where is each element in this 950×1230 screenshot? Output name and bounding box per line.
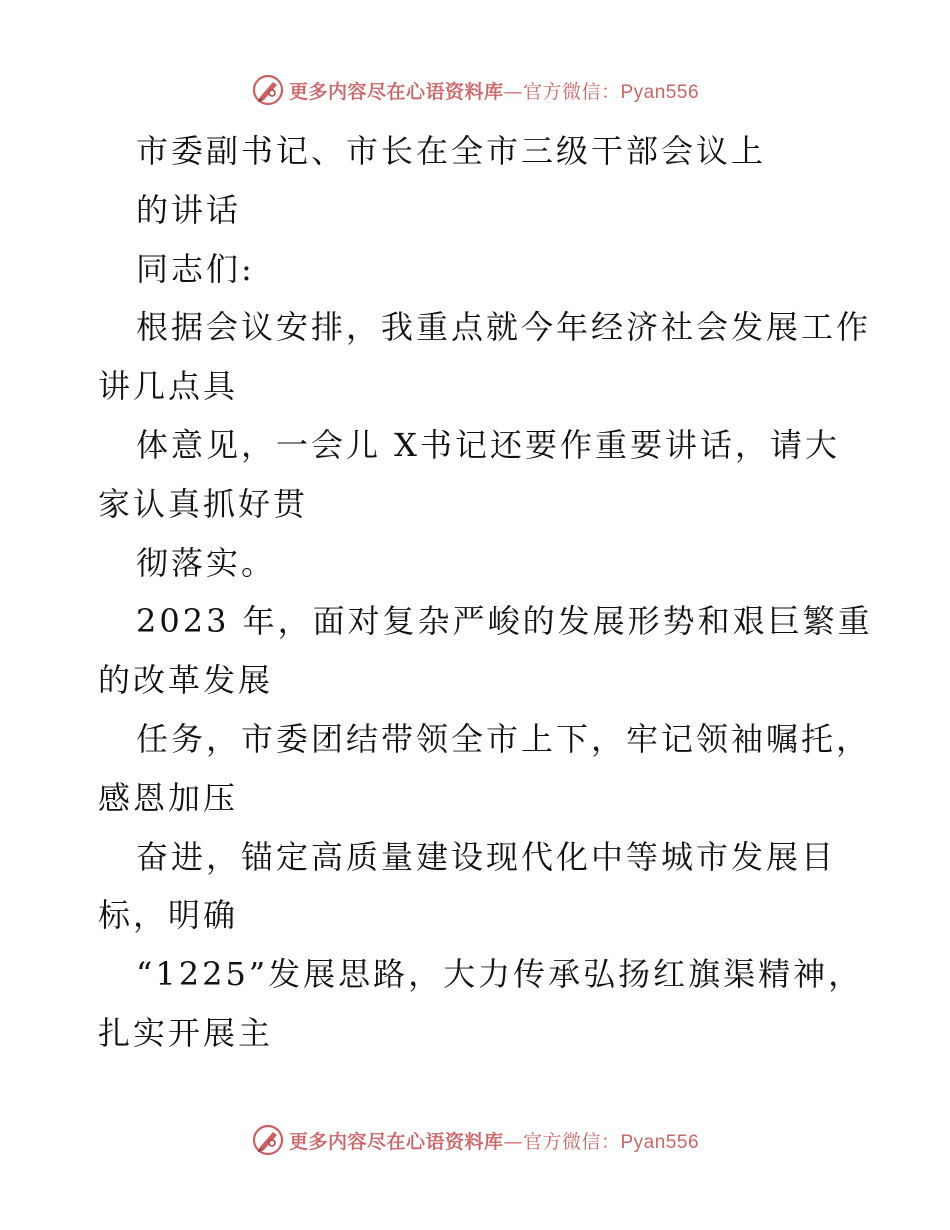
- paragraph-line: 彻落实。: [136, 543, 277, 582]
- paragraph-line: 的改革发展: [98, 661, 274, 700]
- watermark-separator: —: [503, 1130, 523, 1153]
- paragraph-line: “1225”发展思路，大力传承弘扬红旗渠精神，: [136, 955, 864, 994]
- paragraph-line: 2023 年，面对复杂严峻的发展形势和艰巨繁重: [136, 602, 873, 641]
- watermark-suffix: 官方微信：: [522, 1130, 621, 1153]
- footer-watermark: [0, 1120, 950, 1160]
- paragraph-line: 根据会议安排，我重点就今年经济社会发展工作: [136, 308, 872, 347]
- watermark-id: Pyan556: [620, 81, 700, 103]
- watermark-id: Pyan556: [620, 1131, 700, 1153]
- paragraph-line: 任务，市委团结带领全市上下，牢记领袖嘱托，: [136, 719, 872, 758]
- pen-logo-icon: [251, 1123, 285, 1157]
- document-body: [98, 122, 873, 1063]
- salutation: 同志们:: [136, 249, 255, 288]
- watermark-brand: 更多内容尽在心语资料库: [288, 1130, 504, 1153]
- paragraph-line: 感恩加压: [98, 778, 239, 817]
- paragraph-line: 体意见，一会儿 X书记还要作重要讲话，请大: [136, 425, 840, 464]
- watermark-separator: —: [503, 80, 523, 103]
- paragraph-line: 标，明确: [98, 896, 239, 935]
- paragraph-line: 讲几点具: [98, 367, 239, 406]
- watermark-text: [289, 77, 699, 104]
- header-watermark: [0, 70, 950, 110]
- watermark-brand: 更多内容尽在心语资料库: [288, 80, 504, 103]
- title-line-1: 市委副书记、市长在全市三级干部会议上: [136, 132, 767, 170]
- paragraph-line: 家认真抓好贯: [98, 484, 309, 523]
- paragraph-line: 奋进，锚定高质量建设现代化中等城市发展目: [136, 837, 837, 876]
- watermark-suffix: 官方微信：: [522, 80, 621, 103]
- pen-logo-icon: [251, 73, 285, 107]
- watermark-text: [289, 1127, 699, 1154]
- paragraph-line: 扎实开展主: [98, 1013, 274, 1052]
- title-line-2: 的讲话: [136, 190, 242, 229]
